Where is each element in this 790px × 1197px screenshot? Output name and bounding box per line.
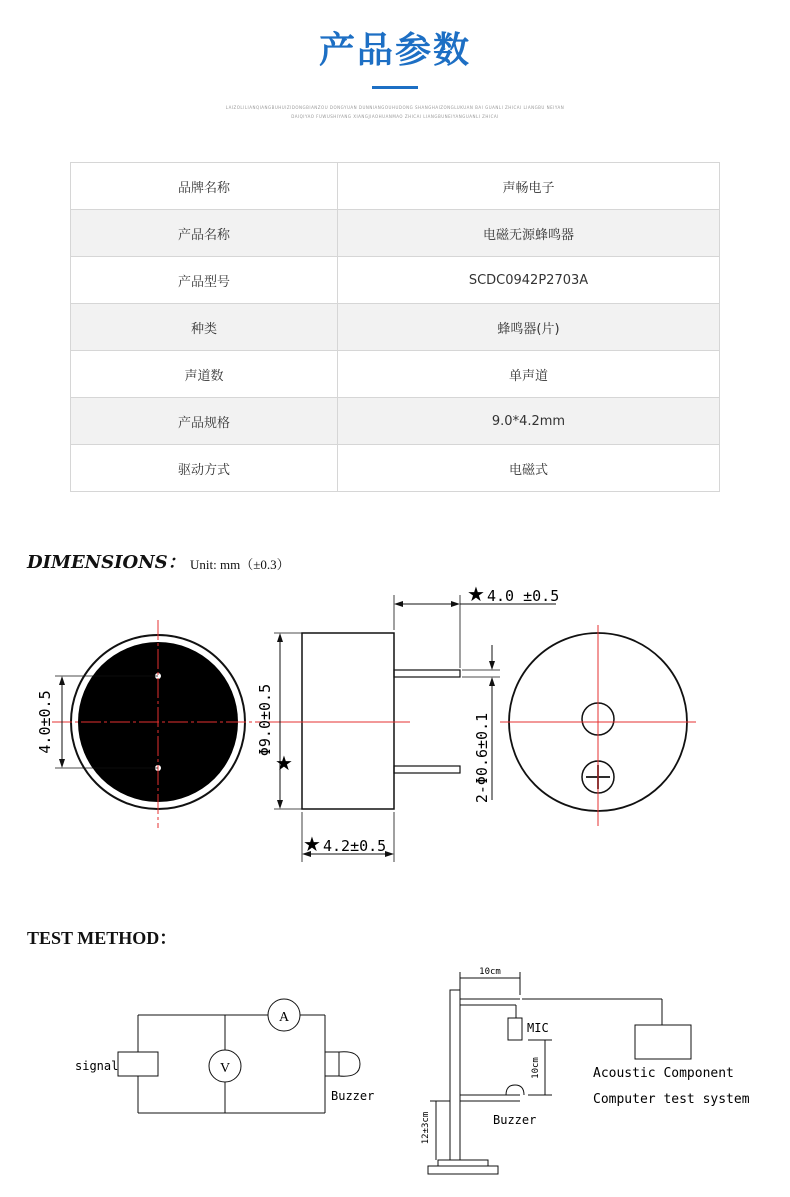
system-label-line2: Computer test system — [593, 1092, 750, 1107]
spec-label: 种类 — [71, 304, 338, 351]
distance-mic-label: 10cm — [531, 1057, 541, 1079]
stand-neck — [438, 1160, 488, 1166]
star-icon: ★ — [303, 832, 321, 856]
buzzer-body — [325, 1052, 339, 1076]
spec-value: 蜂鸣器(片) — [338, 304, 720, 351]
mic-label: MIC — [527, 1021, 549, 1035]
pin-diameter-label: 2-Φ0.6±0.1 — [473, 712, 491, 804]
stand-base — [428, 1166, 498, 1174]
signal-source — [118, 1052, 158, 1076]
test-system-box — [635, 1025, 691, 1059]
spec-value: SCDC0942P2703A — [338, 257, 720, 304]
spec-label: 声道数 — [71, 351, 338, 398]
spec-value: 电磁式 — [338, 445, 720, 492]
star-icon: ★ — [467, 582, 485, 606]
buzzer-cap — [339, 1052, 360, 1077]
spec-value: 9.0*4.2mm — [338, 398, 720, 445]
stand-pole — [450, 990, 460, 1160]
side-diameter-label: Φ9.0±0.5 — [256, 683, 274, 757]
front-dim-label: 4.0±0.5 — [36, 690, 54, 754]
ammeter-label: A — [278, 1010, 290, 1025]
decorative-subtext-line1: LAIZOLILIANQIANGBUHUIZIDONGBIANZOU DONGYUAN DUNNIANGOUHUDONG SHANGHAIZONGLUKUAN BAI GUANLI ZHICAI LIANGBU NEIYAN — [225, 105, 565, 110]
mic-body — [508, 1018, 522, 1040]
spec-label: 驱动方式 — [71, 445, 338, 492]
spec-value: 电磁无源蜂鸣器 — [338, 210, 720, 257]
height-label: 4.2±0.5 — [323, 837, 387, 855]
spec-label: 品牌名称 — [71, 163, 338, 210]
distance-top-label: 10cm — [479, 967, 501, 977]
decorative-subtext-line2: DAIQIYAO FUWUSHIYANG XIANGJIAOHUANMAO ZHICAI LIANGBUNEIYANGUANLI ZHICAI — [291, 114, 499, 119]
system-label-line1: Acoustic Component — [593, 1066, 734, 1081]
signal-label: signal — [75, 1059, 119, 1073]
voltmeter-label: V — [219, 1061, 231, 1076]
buzzer-label-left: Buzzer — [331, 1089, 375, 1103]
spec-label: 产品名称 — [71, 210, 338, 257]
spec-label: 产品型号 — [71, 257, 338, 304]
circuit-diagram — [118, 999, 360, 1113]
page-title: 产品参数 — [318, 30, 471, 71]
spec-value: 单声道 — [338, 351, 720, 398]
pin-length-label: 4.0 ±0.5 — [487, 587, 560, 605]
spec-label: 产品规格 — [71, 398, 338, 445]
test-buzzer — [506, 1085, 524, 1095]
dimensions-unit: Unit: mm（±0.3） — [190, 557, 290, 572]
dimensions-title: DIMENSIONS： — [27, 552, 186, 573]
buzzer-label-right: Buzzer — [493, 1113, 537, 1127]
test-method-title: TEST METHOD： — [27, 928, 178, 948]
distance-base-label: 12±3cm — [421, 1111, 431, 1145]
spec-value: 声畅电子 — [338, 163, 720, 210]
star-icon: ★ — [275, 751, 293, 775]
